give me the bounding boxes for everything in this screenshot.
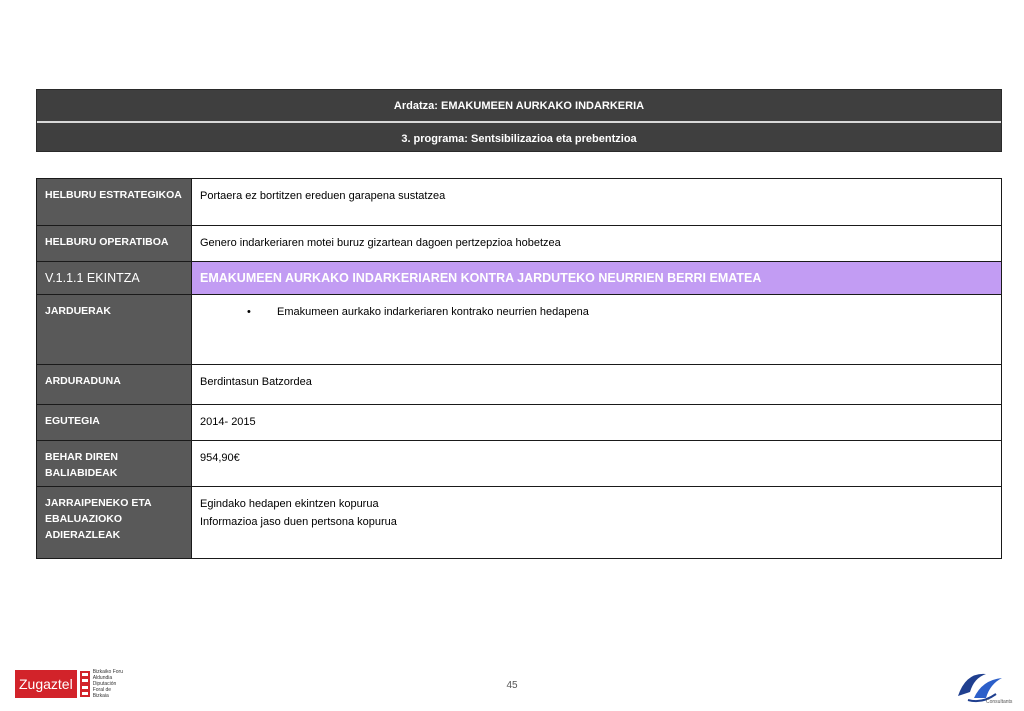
resources-label: BEHAR DIREN BALIABIDEAK — [37, 441, 192, 487]
action-sheet-table — [36, 178, 1002, 559]
indicator-item: Egindako hedapen ekintzen kopurua — [200, 498, 379, 510]
responsible-value: Berdintasun Batzordea — [192, 365, 1002, 405]
plan-header — [36, 89, 1002, 152]
table-row — [37, 179, 1002, 226]
bullet-icon: • — [247, 306, 251, 318]
list-item — [200, 303, 995, 321]
indicator-item: Informazioa jaso duen pertsona kopurua — [200, 516, 397, 528]
table-row — [37, 295, 1002, 365]
page-number: 45 — [506, 680, 518, 691]
responsible-label: ARDURADUNA — [37, 365, 192, 405]
bizkaia-shield-icon — [80, 671, 90, 697]
activities-label: JARDUERAK — [37, 295, 192, 365]
consultants-logo — [952, 666, 1012, 706]
activity-text: Emakumeen aurkako indarkeriaren kontrako neurrien hedapena — [277, 306, 589, 318]
table-row — [37, 226, 1002, 262]
action-value: EMAKUMEEN AURKAKO INDARKERIAREN KONTRA JARDUTEKO NEURRIEN BERRI EMATEA — [192, 262, 1002, 295]
resources-value: 954,90€ — [192, 441, 1002, 487]
indicators-label: JARRAIPENEKO ETA EBALUAZIOKO ADIERAZLEAK — [37, 487, 192, 559]
strategic-goal-label: HELBURU ESTRATEGIKOA — [37, 179, 192, 226]
operational-goal-value: Genero indarkeriaren motei buruz gizartean dagoen pertzepzioa hobetzea — [192, 226, 1002, 262]
strategic-goal-value: Portaera ez bortitzen ereduen garapena sustatzea — [192, 179, 1002, 226]
operational-goal-label: HELBURU OPERATIBOA — [37, 226, 192, 262]
action-label: V.1.1.1 EKINTZA — [37, 262, 192, 295]
bizkaia-logo-text: Bizkaiko Foru Aldundia Diputación Foral de Bizkaia — [92, 669, 123, 699]
zugaztel-logo — [15, 670, 127, 698]
table-row — [37, 365, 1002, 405]
activities-value — [192, 295, 1002, 365]
table-row — [37, 487, 1002, 559]
consultants-label: Consultants — [986, 699, 1013, 705]
schedule-label: EGUTEGIA — [37, 405, 192, 441]
table-row — [37, 405, 1002, 441]
indicators-value — [192, 487, 1002, 559]
zugaztel-wordmark: Zugaztel — [15, 670, 77, 698]
table-row — [37, 262, 1002, 295]
axis-title: Ardatza: EMAKUMEEN AURKAKO INDARKERIA — [37, 90, 1001, 123]
program-title: 3. programa: Sentsibilizazioa eta prebentzioa — [401, 132, 637, 145]
table-row — [37, 441, 1002, 487]
schedule-value: 2014- 2015 — [192, 405, 1002, 441]
